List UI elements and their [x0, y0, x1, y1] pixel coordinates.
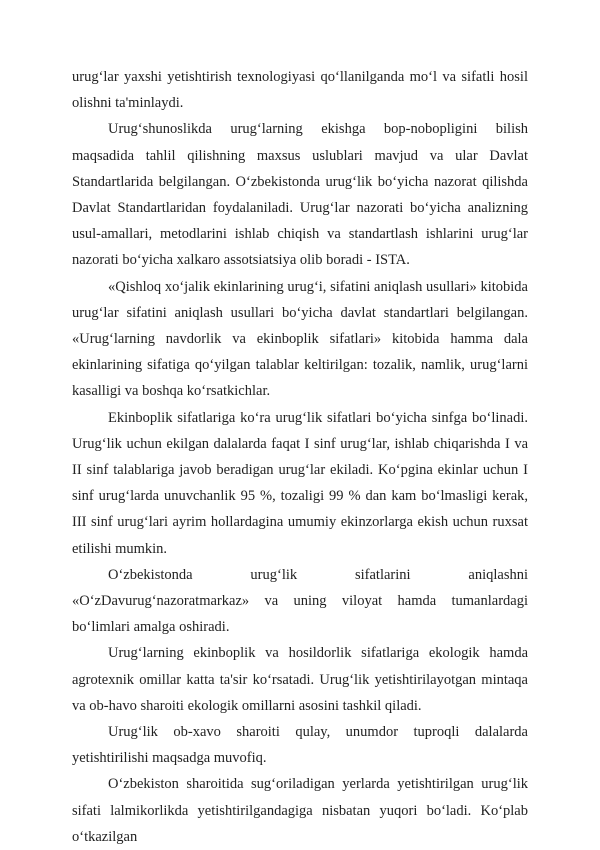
paragraph: urug‘lar yaxshi yetishtirish texnologiyasi qo‘llanilganda mo‘l va sifatli hosil olishni ta'minlaydi. [72, 69, 528, 112]
paragraph: O‘zbekistonda urug‘lik sifatlarini aniqlashni «O‘zDavurug‘nazoratmarkaz» va uning viloyat hamda tumanlardagi bo‘limlari amalga oshiradi. [72, 566, 528, 636]
paragraph: Ekinboplik sifatlariga ko‘ra urug‘lik sifatlari bo‘yicha sinfga bo‘linadi. Urug‘lik uchun ekilgan dalalarda faqat I sinf urug‘lar, ishlab chiqarishda I va II sinf talablariga javob beradigan urug‘lar ekiladi. Ko‘pgina ekinlar uchun I sinf urug‘larda unuvchanlik 95 %, tozaligi 99 % dan kam bo‘lmasligi kerak, III sinf urug‘lari ayrim hollardagina umumiy ekinzorlarga ekish uchun ruxsat etilishi mumkin. [72, 409, 528, 557]
paragraph: Urug‘larning ekinboplik va hosildorlik sifatlariga ekologik hamda agrotexnik omillar katta ta'sir ko‘rsatadi. Urug‘lik yetishtirilayotgan mintaqa va ob-havo sharoiti ekologik omillarni asosini tashkil qiladi. [72, 645, 528, 714]
document-body [72, 64, 528, 850]
paragraph: O‘zbekiston sharoitida sug‘oriladigan yerlarda yetishtirilgan urug‘lik sifati lalmikorlikda yetishtirilgandagiga nisbatan yuqori bo‘ladi. Ko‘plab o‘tkazilgan [72, 776, 528, 845]
paragraph: Urug‘lik ob-xavo sharoiti qulay, unumdor tuproqli dalalarda yetishtirilishi maqsadga muvofiq. [72, 724, 528, 767]
paragraph: «Qishloq xo‘jalik ekinlarining urug‘i, sifatini aniqlash usullari» kitobida urug‘lar sifatini aniqlash usullari bo‘yicha davlat standartlari belgilangan. «Urug‘larning navdorlik va ekinboplik sifatlari» kitobida hamma dala ekinlarining sifatiga qo‘yilgan talablar keltirilgan: tozalik, namlik, urug‘larni kasalligi va boshqa ko‘rsatkichlar. [72, 278, 528, 400]
paragraph: Urug‘shunoslikda urug‘larning ekishga bop-nobopligini bilish maqsadida tahlil qilishning maxsus uslublari mavjud va ular Davlat Standartlarida belgilangan. O‘zbekistonda urug‘lik bo‘yicha nazorat qilishda Davlat Standartlaridan foydalaniladi. Urug‘lar nazorati bo‘yicha analizning usul-amallari, metodlarini ishlab chiqish va standartlash ishlarini urug‘lar nazorati bo‘yicha xalkaro assotsiatsiya olib boradi - ISTA. [72, 121, 528, 269]
